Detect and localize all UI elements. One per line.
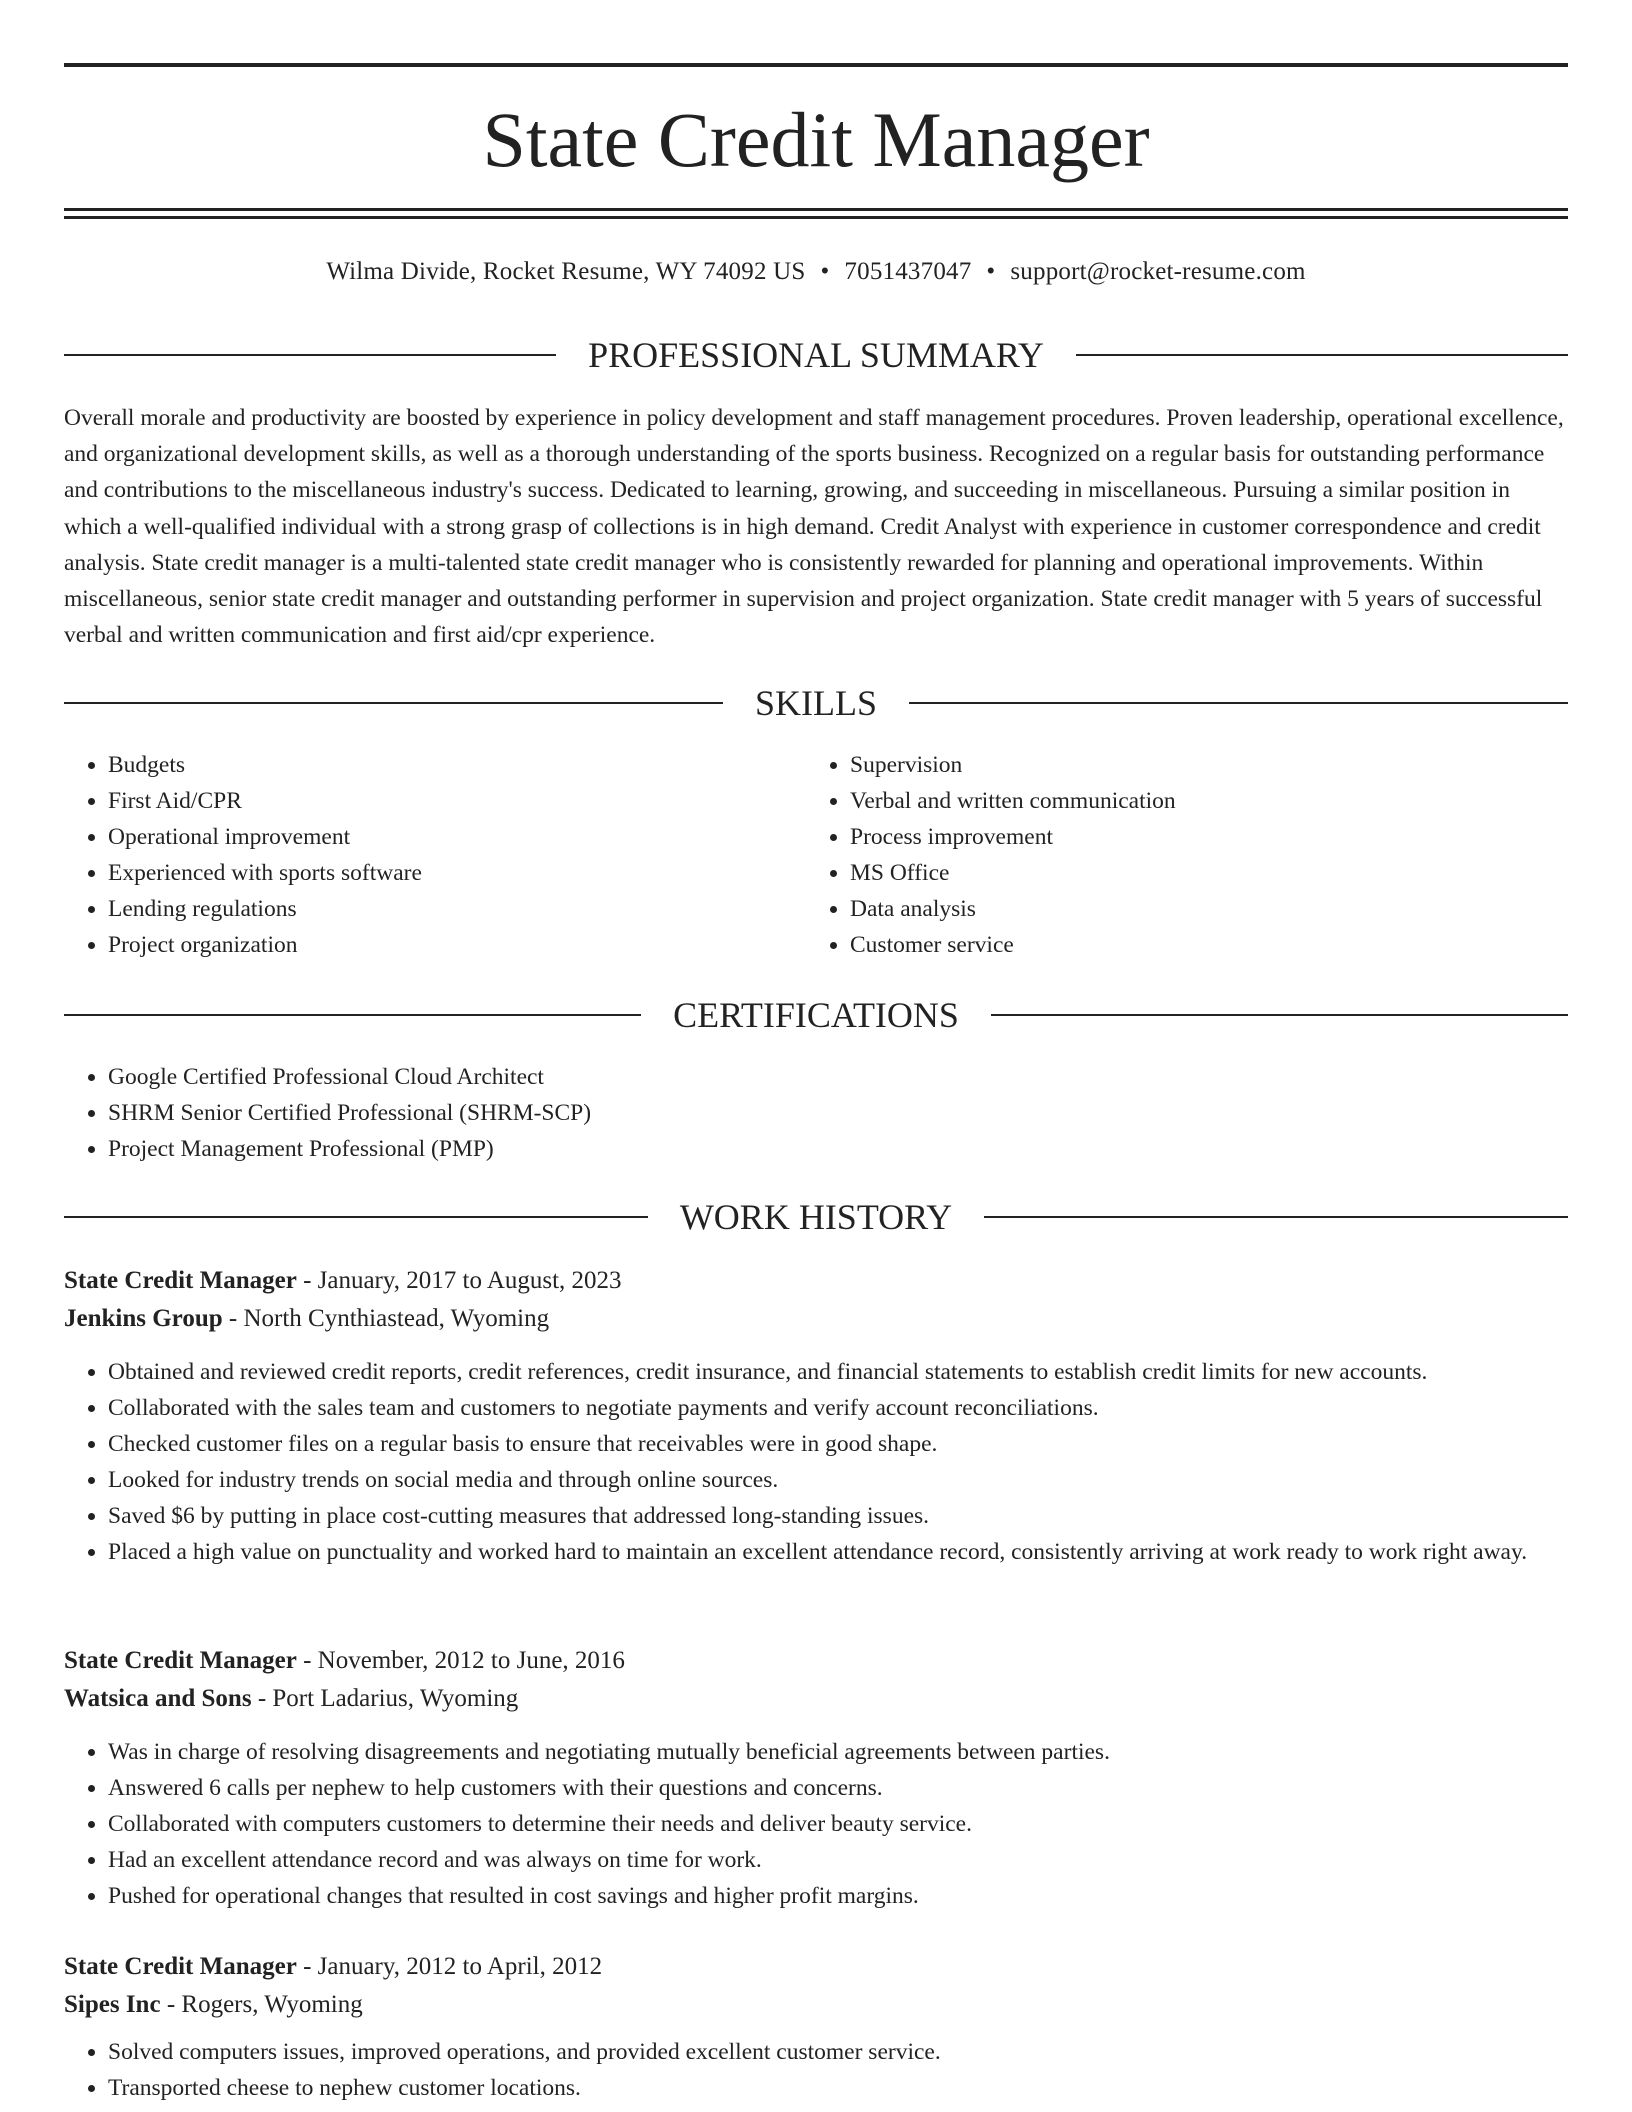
job-bullets [64, 1354, 1568, 1570]
divider [991, 1014, 1568, 1016]
skill-item: • Experienced with sports software [108, 855, 808, 891]
contact-address: Wilma Divide, Rocket Resume, WY 74092 US [326, 258, 806, 285]
certification-item: • Google Certified Professional Cloud Architect [108, 1059, 1508, 1095]
job-title: State Credit Manager [64, 1953, 297, 1980]
job-bullet: • Placed a high value on punctuality and worked hard to maintain an excellent attendance record, consistently arriving at work ready to work right away. [108, 1534, 1568, 1570]
job-bullet: • Was in charge of resolving disagreements and negotiating mutually beneficial agreements between parties. [108, 1734, 1568, 1770]
certifications-list [64, 1059, 1508, 1167]
skill-item: • Project organization [108, 927, 808, 963]
job-title-line [64, 1642, 1568, 1680]
job-title: State Credit Manager [64, 1267, 297, 1294]
job-bullet: • Answered 6 calls per nephew to help customers with their questions and concerns. [108, 1770, 1568, 1806]
summary-text: Overall morale and productivity are boosted by experience in policy development and staff management procedures. Proven leadership, operational excellence, and organizational development skills, as well as a thorough understanding of the sports business. Recognized on a regular basis for outstanding performance and contributions to the miscellaneous industry's success. Dedicated to learning, growing, and succeeding in miscellaneous. Pursuing a similar position in which a well-qualified individual with a strong grasp of collections is in high demand. Credit Analyst with experience in customer correspondence and credit analysis. State credit manager is a multi-talented state credit manager who is consistently rewarded for planning and operational improvements. Within miscellaneous, senior state credit manager and outstanding performer in supervision and project organization. State credit manager with 5 years of successful verbal and written communication and first aid/cpr experience. [64, 405, 1564, 649]
job-bullet: • Pushed for operational changes that resulted in cost savings and higher profit margins. [108, 1878, 1568, 1914]
job-company: Watsica and Sons [64, 1685, 252, 1712]
job-entry [64, 1948, 1568, 2106]
skill-item: • MS Office [850, 855, 1550, 891]
skill-item: • Data analysis [850, 891, 1550, 927]
divider [1076, 354, 1568, 356]
job-company-line [64, 1986, 1568, 2024]
job-bullet: • Solved computers issues, improved operations, and provided excellent customer service. [108, 2034, 1568, 2070]
divider [64, 1216, 648, 1218]
skill-item: • Supervision [850, 747, 1550, 783]
divider [64, 702, 723, 704]
certification-item: • SHRM Senior Certified Professional (SHRM-SCP) [108, 1095, 1508, 1131]
job-bullet: • Checked customer files on a regular basis to ensure that receivables were in good shape. [108, 1426, 1568, 1462]
contact-separator: • [986, 258, 996, 285]
title-double-rule-upper [64, 208, 1568, 211]
job-entry [64, 1262, 1568, 1570]
contact-separator: • [820, 258, 830, 285]
skills-list-left [64, 747, 808, 963]
skills-heading [64, 680, 1568, 726]
divider [64, 354, 556, 356]
job-dates: - January, 2012 to April, 2012 [296, 1953, 603, 1980]
skill-item: • Lending regulations [108, 891, 808, 927]
job-bullet: • Looked for industry trends on social media and through online sources. [108, 1462, 1568, 1498]
divider [984, 1216, 1568, 1218]
job-entry [64, 1642, 1568, 1914]
job-dates: - January, 2017 to August, 2023 [296, 1267, 622, 1294]
job-bullets [64, 1734, 1568, 1914]
skills-heading-label: SKILLS [755, 683, 878, 723]
divider [64, 1014, 641, 1016]
skill-item: • Budgets [108, 747, 808, 783]
job-location: - Rogers, Wyoming [160, 1991, 363, 2018]
contact-phone: 7051437047 [844, 258, 972, 285]
top-rule [64, 63, 1568, 67]
work-history-heading [64, 1194, 1568, 1240]
job-bullets [64, 2034, 1568, 2106]
skill-item: • Customer service [850, 927, 1550, 963]
skill-item: • Process improvement [850, 819, 1550, 855]
job-company: Sipes Inc [64, 1991, 161, 2018]
certification-item: • Project Management Professional (PMP) [108, 1131, 1508, 1167]
job-company: Jenkins Group [64, 1305, 223, 1332]
job-bullet: • Transported cheese to nephew customer locations. [108, 2070, 1568, 2106]
page-title: State Credit Manager [482, 96, 1150, 183]
job-bullet: • Saved $6 by putting in place cost-cutting measures that addressed long-standing issues. [108, 1498, 1568, 1534]
job-bullet: • Obtained and reviewed credit reports, credit references, credit insurance, and financial statements to establish credit limits for new accounts. [108, 1354, 1568, 1390]
job-location: - Port Ladarius, Wyoming [251, 1685, 519, 1712]
contact-email: support@rocket-resume.com [1010, 258, 1306, 285]
job-dates: - November, 2012 to June, 2016 [296, 1647, 625, 1674]
job-bullet: • Collaborated with computers customers to determine their needs and deliver beauty service. [108, 1806, 1568, 1842]
contact-line [0, 252, 1632, 292]
skills-list-right [806, 747, 1550, 963]
summary-heading [64, 332, 1568, 378]
summary-heading-label: PROFESSIONAL SUMMARY [588, 335, 1044, 375]
title-double-rule-lower [64, 216, 1568, 219]
certifications-heading-label: CERTIFICATIONS [673, 995, 959, 1035]
job-company-line [64, 1300, 1568, 1338]
skill-item: • First Aid/CPR [108, 783, 808, 819]
divider [909, 702, 1568, 704]
job-title-line [64, 1948, 1568, 1986]
job-location: - North Cynthiastead, Wyoming [222, 1305, 550, 1332]
skill-item: • Verbal and written communication [850, 783, 1550, 819]
certifications-heading [64, 992, 1568, 1038]
work-history-heading-label: WORK HISTORY [679, 1197, 953, 1237]
job-title: State Credit Manager [64, 1647, 297, 1674]
job-bullet: • Collaborated with the sales team and customers to negotiate payments and verify account reconciliations. [108, 1390, 1568, 1426]
job-company-line [64, 1680, 1568, 1718]
job-bullet: • Had an excellent attendance record and was always on time for work. [108, 1842, 1568, 1878]
skill-item: • Operational improvement [108, 819, 808, 855]
job-title-line [64, 1262, 1568, 1300]
